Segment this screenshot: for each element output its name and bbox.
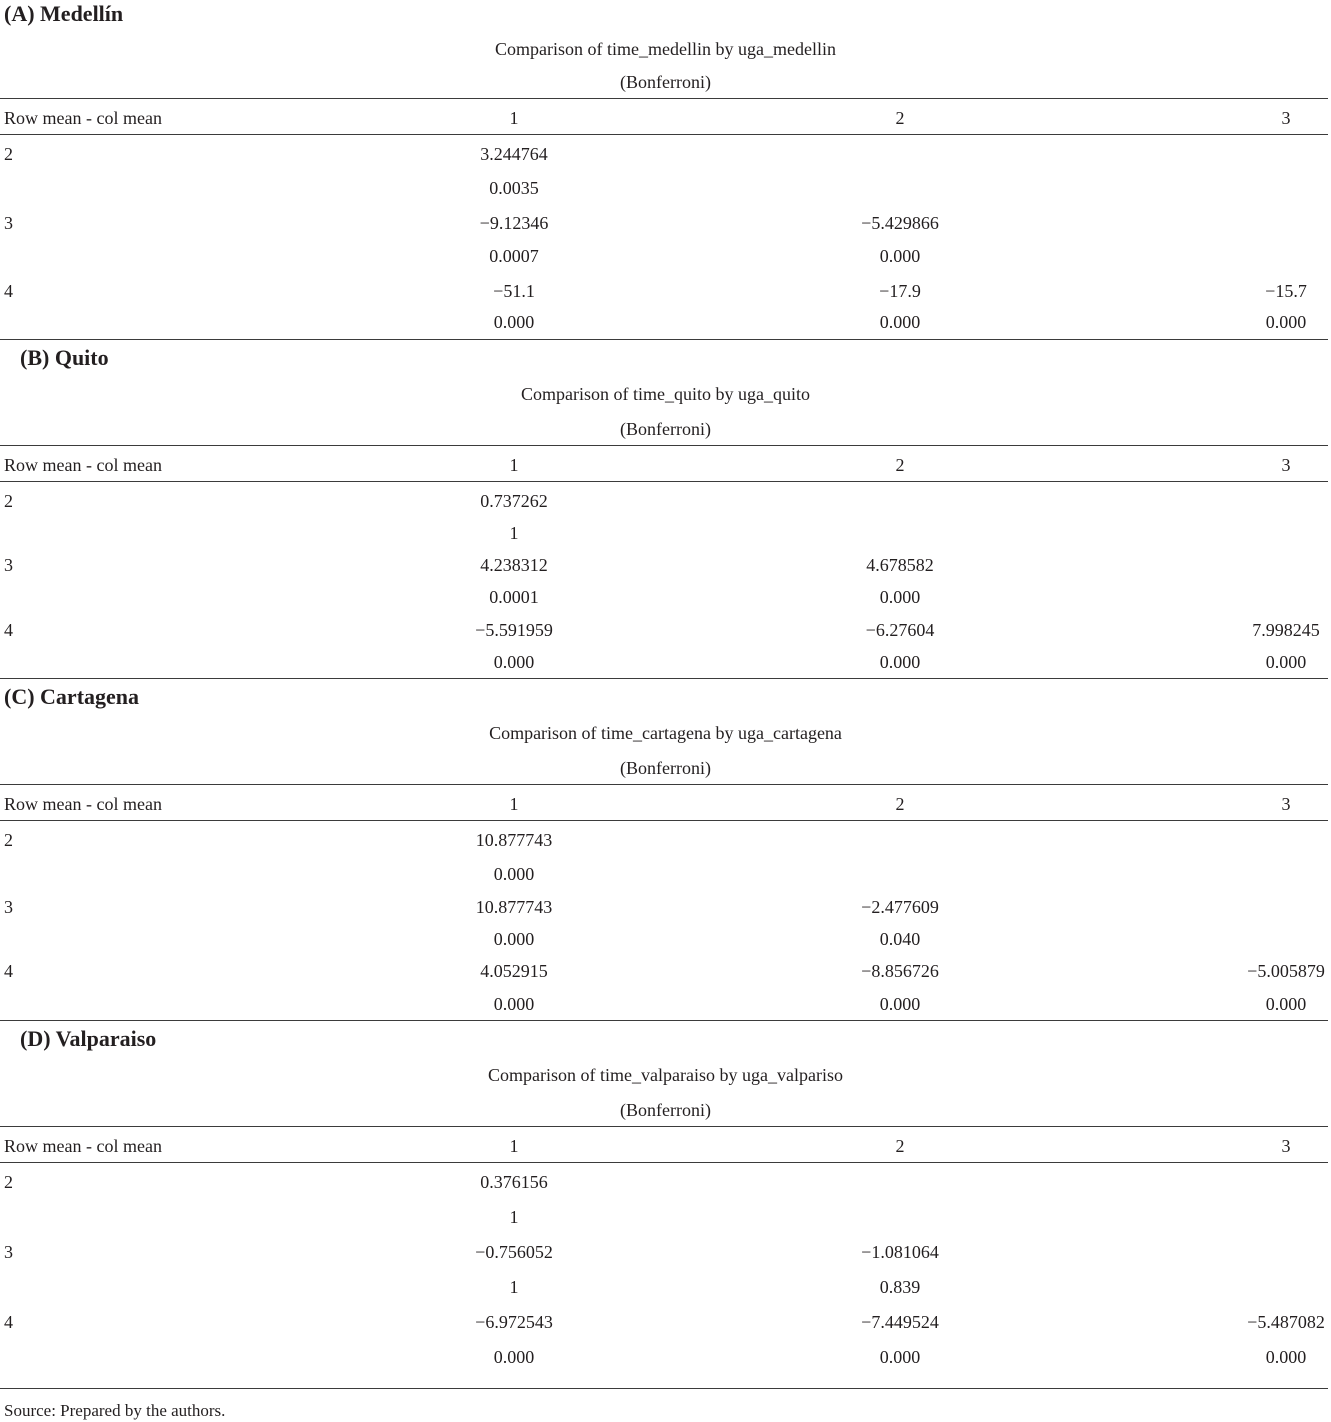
- section-a-header-label: Row mean - col mean: [4, 108, 162, 128]
- section-c-row2-label: 2: [4, 830, 13, 850]
- section-d-header-col3: 3: [1281, 1136, 1291, 1156]
- section-d-header-label: Row mean - col mean: [4, 1136, 162, 1156]
- section-c-header-label: Row mean - col mean: [4, 794, 162, 814]
- section-c-header-rule: [0, 820, 1328, 821]
- section-c-row4-pvalue-col2: 0.000: [879, 994, 921, 1014]
- section-a-row4-value-col3: −15.7: [1265, 281, 1307, 301]
- section-b-row3-value-col2: 4.678582: [866, 555, 934, 575]
- section-d-row2-value-col1: 0.376156: [480, 1172, 548, 1192]
- section-a-header-col2: 2: [895, 108, 905, 128]
- section-c-header-col3: 3: [1281, 794, 1291, 814]
- section-b-row2-label: 2: [4, 491, 13, 511]
- section-d-row4-value-col2: −7.449524: [861, 1312, 939, 1332]
- section-b-row2-value-col1: 0.737262: [480, 491, 548, 511]
- section-b-row4-pvalue-col1: 0.000: [493, 652, 535, 672]
- section-b-row3-pvalue-col2: 0.000: [879, 587, 921, 607]
- section-a-row4-pvalue-col1: 0.000: [493, 312, 535, 332]
- section-b-row4-pvalue-col3: 0.000: [1265, 652, 1307, 672]
- section-b-bottom-rule: [0, 678, 1328, 679]
- section-d-row2-label: 2: [4, 1172, 13, 1192]
- section-a-row3-pvalue-col2: 0.000: [879, 246, 921, 266]
- section-c-row2-pvalue-col1: 0.000: [493, 864, 535, 884]
- section-a-row4-label: 4: [4, 281, 13, 301]
- section-d-row3-label: 3: [4, 1242, 13, 1262]
- section-d-title: (D) Valparaiso: [20, 1026, 157, 1051]
- section-a-row4-pvalue-col2: 0.000: [879, 312, 921, 332]
- section-b-row3-pvalue-col1: 0.0001: [489, 587, 539, 607]
- section-a-row2-pvalue-col1: 0.0035: [489, 178, 539, 198]
- section-b-row4-value-col1: −5.591959: [475, 620, 553, 640]
- section-d-header-col1: 1: [509, 1136, 519, 1156]
- section-b-header-col1: 1: [509, 455, 519, 475]
- section-b-header-col2: 2: [895, 455, 905, 475]
- section-a-caption: Comparison of time_medellin by uga_medellin: [495, 39, 836, 59]
- section-d-bottom-rule: [0, 1388, 1328, 1389]
- section-a-top-rule: [0, 98, 1328, 99]
- section-a-header-col3: 3: [1281, 108, 1291, 128]
- section-c-bottom-rule: [0, 1020, 1328, 1021]
- section-a-row3-value-col2: −5.429866: [861, 213, 939, 233]
- section-d-row3-pvalue-col1: 1: [509, 1277, 519, 1297]
- section-d-caption: Comparison of time_valparaiso by uga_valpariso: [488, 1065, 843, 1085]
- section-a-row2-label: 2: [4, 144, 13, 164]
- section-d-header-col2: 2: [895, 1136, 905, 1156]
- section-d-top-rule: [0, 1126, 1328, 1127]
- section-c-row2-value-col1: 10.877743: [475, 830, 553, 850]
- section-d-row4-pvalue-col2: 0.000: [879, 1347, 921, 1367]
- section-c-method: (Bonferroni): [620, 758, 711, 778]
- section-d-row4-value-col3: −5.487082: [1247, 1312, 1325, 1332]
- section-c-row3-label: 3: [4, 897, 13, 917]
- section-d-row3-value-col2: −1.081064: [861, 1242, 939, 1262]
- section-b-header-rule: [0, 481, 1328, 482]
- section-b-title: (B) Quito: [20, 345, 109, 370]
- section-b-top-rule: [0, 445, 1328, 446]
- section-c-row3-pvalue-col1: 0.000: [493, 929, 535, 949]
- section-d-header-rule: [0, 1162, 1328, 1163]
- section-c-row4-pvalue-col3: 0.000: [1265, 994, 1307, 1014]
- section-c-header-col2: 2: [895, 794, 905, 814]
- section-c-title: (C) Cartagena: [4, 684, 140, 709]
- section-c-row4-pvalue-col1: 0.000: [493, 994, 535, 1014]
- section-b-header-col3: 3: [1281, 455, 1291, 475]
- section-b-row4-pvalue-col2: 0.000: [879, 652, 921, 672]
- section-c-row4-value-col3: −5.005879: [1247, 961, 1325, 981]
- section-c-row4-value-col1: 4.052915: [480, 961, 548, 981]
- section-b-row3-label: 3: [4, 555, 13, 575]
- section-b-header-label: Row mean - col mean: [4, 455, 162, 475]
- section-d-row3-value-col1: −0.756052: [475, 1242, 553, 1262]
- section-a-row3-value-col1: −9.12346: [479, 213, 549, 233]
- section-a-method: (Bonferroni): [620, 72, 711, 92]
- section-a-row2-value-col1: 3.244764: [480, 144, 548, 164]
- section-a-row4-value-col2: −17.9: [879, 281, 921, 301]
- section-c-top-rule: [0, 784, 1328, 785]
- section-d-row3-pvalue-col2: 0.839: [879, 1277, 921, 1297]
- section-d-row2-pvalue-col1: 1: [509, 1207, 519, 1227]
- section-b-row4-value-col2: −6.27604: [865, 620, 935, 640]
- section-b-method: (Bonferroni): [620, 419, 711, 439]
- section-a-title: (A) Medellín: [4, 1, 124, 26]
- section-c-row3-pvalue-col2: 0.040: [879, 929, 921, 949]
- section-a-row4-pvalue-col3: 0.000: [1265, 312, 1307, 332]
- section-b-caption: Comparison of time_quito by uga_quito: [521, 384, 810, 404]
- section-c-row4-label: 4: [4, 961, 13, 981]
- section-b-row2-pvalue-col1: 1: [509, 523, 519, 543]
- section-d-row4-label: 4: [4, 1312, 13, 1332]
- section-a-bottom-rule: [0, 339, 1328, 340]
- section-c-row3-value-col1: 10.877743: [475, 897, 553, 917]
- section-c-row3-value-col2: −2.477609: [861, 897, 939, 917]
- section-d-row4-value-col1: −6.972543: [475, 1312, 553, 1332]
- section-a-header-col1: 1: [509, 108, 519, 128]
- section-b-row4-label: 4: [4, 620, 13, 640]
- section-d-row4-pvalue-col1: 0.000: [493, 1347, 535, 1367]
- section-b-row4-value-col3: 7.998245: [1252, 620, 1320, 640]
- section-a-header-rule: [0, 134, 1328, 135]
- section-d-row4-pvalue-col3: 0.000: [1265, 1347, 1307, 1367]
- section-a-row4-value-col1: −51.1: [493, 281, 535, 301]
- section-d-method: (Bonferroni): [620, 1100, 711, 1120]
- section-c-header-col1: 1: [509, 794, 519, 814]
- section-a-row3-label: 3: [4, 213, 13, 233]
- section-b-row3-value-col1: 4.238312: [480, 555, 548, 575]
- section-a-row3-pvalue-col1: 0.0007: [489, 246, 539, 266]
- section-c-row4-value-col2: −8.856726: [861, 961, 939, 981]
- section-c-caption: Comparison of time_cartagena by uga_cartagena: [489, 723, 842, 743]
- source-note: Source: Prepared by the authors.: [4, 1401, 226, 1420]
